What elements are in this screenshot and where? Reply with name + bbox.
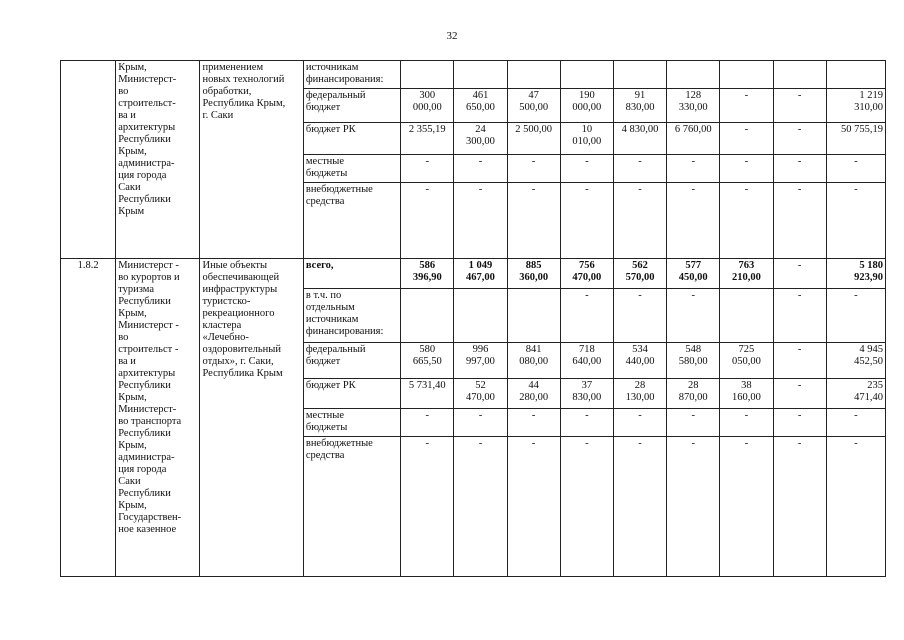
source-label: местные бюджеты (303, 409, 400, 437)
value-cell: 128 330,00 (667, 89, 720, 123)
value-cell: 841 080,00 (507, 343, 560, 379)
value-cell (454, 61, 507, 89)
value-cell: - (560, 183, 613, 259)
object-cell: Иные объекты обеспечивающей инфраструктуры туристско- рекреационного кластера «Лечебно- оздоровительный отдых», г. Саки, Республика Крым (200, 259, 303, 577)
value-cell: 580 665,50 (401, 343, 454, 379)
value-cell: 5 731,40 (401, 379, 454, 409)
value-cell: 44 280,00 (507, 379, 560, 409)
value-cell: - (667, 155, 720, 183)
source-label: бюджет РК (303, 379, 400, 409)
value-cell: - (454, 155, 507, 183)
total-cell: 50 755,19 (826, 123, 885, 155)
object-cell: применением новых технологий обработки, Республика Крым, г. Саки (200, 61, 303, 259)
total-cell (826, 61, 885, 89)
value-cell: 534 440,00 (613, 343, 666, 379)
total-cell: - (826, 289, 885, 343)
value-cell: 190 000,00 (560, 89, 613, 123)
value-cell: - (773, 437, 826, 577)
executor-cell: Крым, Министерст- во строительст- ва и архитектуры Республики Крым, администра- ция города Саки Республики Крым (116, 61, 200, 259)
value-cell: - (773, 289, 826, 343)
value-cell (401, 289, 454, 343)
total-cell: 1 219 310,00 (826, 89, 885, 123)
value-cell: 1 049 467,00 (454, 259, 507, 289)
source-label: местные бюджеты (303, 155, 400, 183)
value-cell: 885 360,00 (507, 259, 560, 289)
row-number-cell: 1.8.2 (61, 259, 116, 577)
value-cell (507, 289, 560, 343)
executor-cell: Министерст - во курортов и туризма Республики Крым, Министерст - во строительст - ва и архитектуры Республики Крым, Министерст- во транспорта Республики Крым, администра- ция города Саки Республики Крым, Государствен- ное казенное (116, 259, 200, 577)
value-cell: - (613, 183, 666, 259)
total-cell: - (826, 437, 885, 577)
value-cell: - (667, 409, 720, 437)
value-cell (720, 289, 773, 343)
value-cell: - (613, 289, 666, 343)
value-cell: 38 160,00 (720, 379, 773, 409)
table-row (61, 259, 886, 289)
value-cell: 37 830,00 (560, 379, 613, 409)
value-cell: - (401, 409, 454, 437)
value-cell: 28 870,00 (667, 379, 720, 409)
value-cell (401, 61, 454, 89)
value-cell: - (454, 183, 507, 259)
value-cell: - (613, 409, 666, 437)
value-cell: - (720, 123, 773, 155)
value-cell: - (720, 409, 773, 437)
value-cell: 763 210,00 (720, 259, 773, 289)
value-cell: - (560, 289, 613, 343)
value-cell: - (773, 379, 826, 409)
value-cell: - (507, 183, 560, 259)
value-cell: 586 396,90 (401, 259, 454, 289)
value-cell: - (560, 409, 613, 437)
row-number-cell (61, 61, 116, 259)
value-cell: - (773, 89, 826, 123)
value-cell: - (507, 437, 560, 577)
source-label: внебюджетные средства (303, 183, 400, 259)
value-cell: - (507, 155, 560, 183)
total-cell: - (826, 155, 885, 183)
value-cell: - (720, 437, 773, 577)
value-cell: - (773, 259, 826, 289)
value-cell (720, 61, 773, 89)
value-cell: 562 570,00 (613, 259, 666, 289)
value-cell: - (401, 183, 454, 259)
value-cell: - (667, 289, 720, 343)
total-cell: 5 180 923,90 (826, 259, 885, 289)
value-cell: 4 830,00 (613, 123, 666, 155)
source-label: федеральный бюджет (303, 89, 400, 123)
value-cell: 10 010,00 (560, 123, 613, 155)
value-cell: 548 580,00 (667, 343, 720, 379)
source-label: внебюджетные средства (303, 437, 400, 577)
total-cell: - (826, 183, 885, 259)
value-cell: - (773, 155, 826, 183)
value-cell: - (720, 89, 773, 123)
value-cell: - (507, 409, 560, 437)
value-cell (507, 61, 560, 89)
value-cell: 461 650,00 (454, 89, 507, 123)
value-cell: - (560, 155, 613, 183)
value-cell: - (720, 155, 773, 183)
value-cell: - (401, 155, 454, 183)
page-number: 32 (446, 30, 458, 42)
value-cell: 52 470,00 (454, 379, 507, 409)
value-cell: - (401, 437, 454, 577)
value-cell: - (773, 409, 826, 437)
value-cell: 91 830,00 (613, 89, 666, 123)
value-cell: 24 300,00 (454, 123, 507, 155)
value-cell: 577 450,00 (667, 259, 720, 289)
source-label: в т.ч. по отдельным источникам финансирования: (303, 289, 400, 343)
value-cell: 2 355,19 (401, 123, 454, 155)
source-label: федеральный бюджет (303, 343, 400, 379)
value-cell: 28 130,00 (613, 379, 666, 409)
value-cell: - (613, 437, 666, 577)
table-row (61, 61, 886, 89)
value-cell: - (560, 437, 613, 577)
budget-table (60, 60, 886, 577)
total-cell: 4 945 452,50 (826, 343, 885, 379)
value-cell: 718 640,00 (560, 343, 613, 379)
value-cell: - (773, 123, 826, 155)
value-cell (667, 61, 720, 89)
value-cell (613, 61, 666, 89)
value-cell: - (667, 183, 720, 259)
value-cell: - (454, 437, 507, 577)
source-label: всего, (303, 259, 400, 289)
value-cell: 996 997,00 (454, 343, 507, 379)
value-cell: - (720, 183, 773, 259)
total-cell: - (826, 409, 885, 437)
value-cell: - (613, 155, 666, 183)
value-cell: - (667, 437, 720, 577)
value-cell: - (773, 183, 826, 259)
value-cell: 300 000,00 (401, 89, 454, 123)
value-cell (560, 61, 613, 89)
value-cell: - (773, 343, 826, 379)
source-label: бюджет РК (303, 123, 400, 155)
value-cell (773, 61, 826, 89)
total-cell: 235 471,40 (826, 379, 885, 409)
source-label: источникам финансирования: (303, 61, 400, 89)
value-cell: 725 050,00 (720, 343, 773, 379)
value-cell: 47 500,00 (507, 89, 560, 123)
value-cell: 6 760,00 (667, 123, 720, 155)
value-cell: 756 470,00 (560, 259, 613, 289)
value-cell: - (454, 409, 507, 437)
value-cell (454, 289, 507, 343)
value-cell: 2 500,00 (507, 123, 560, 155)
